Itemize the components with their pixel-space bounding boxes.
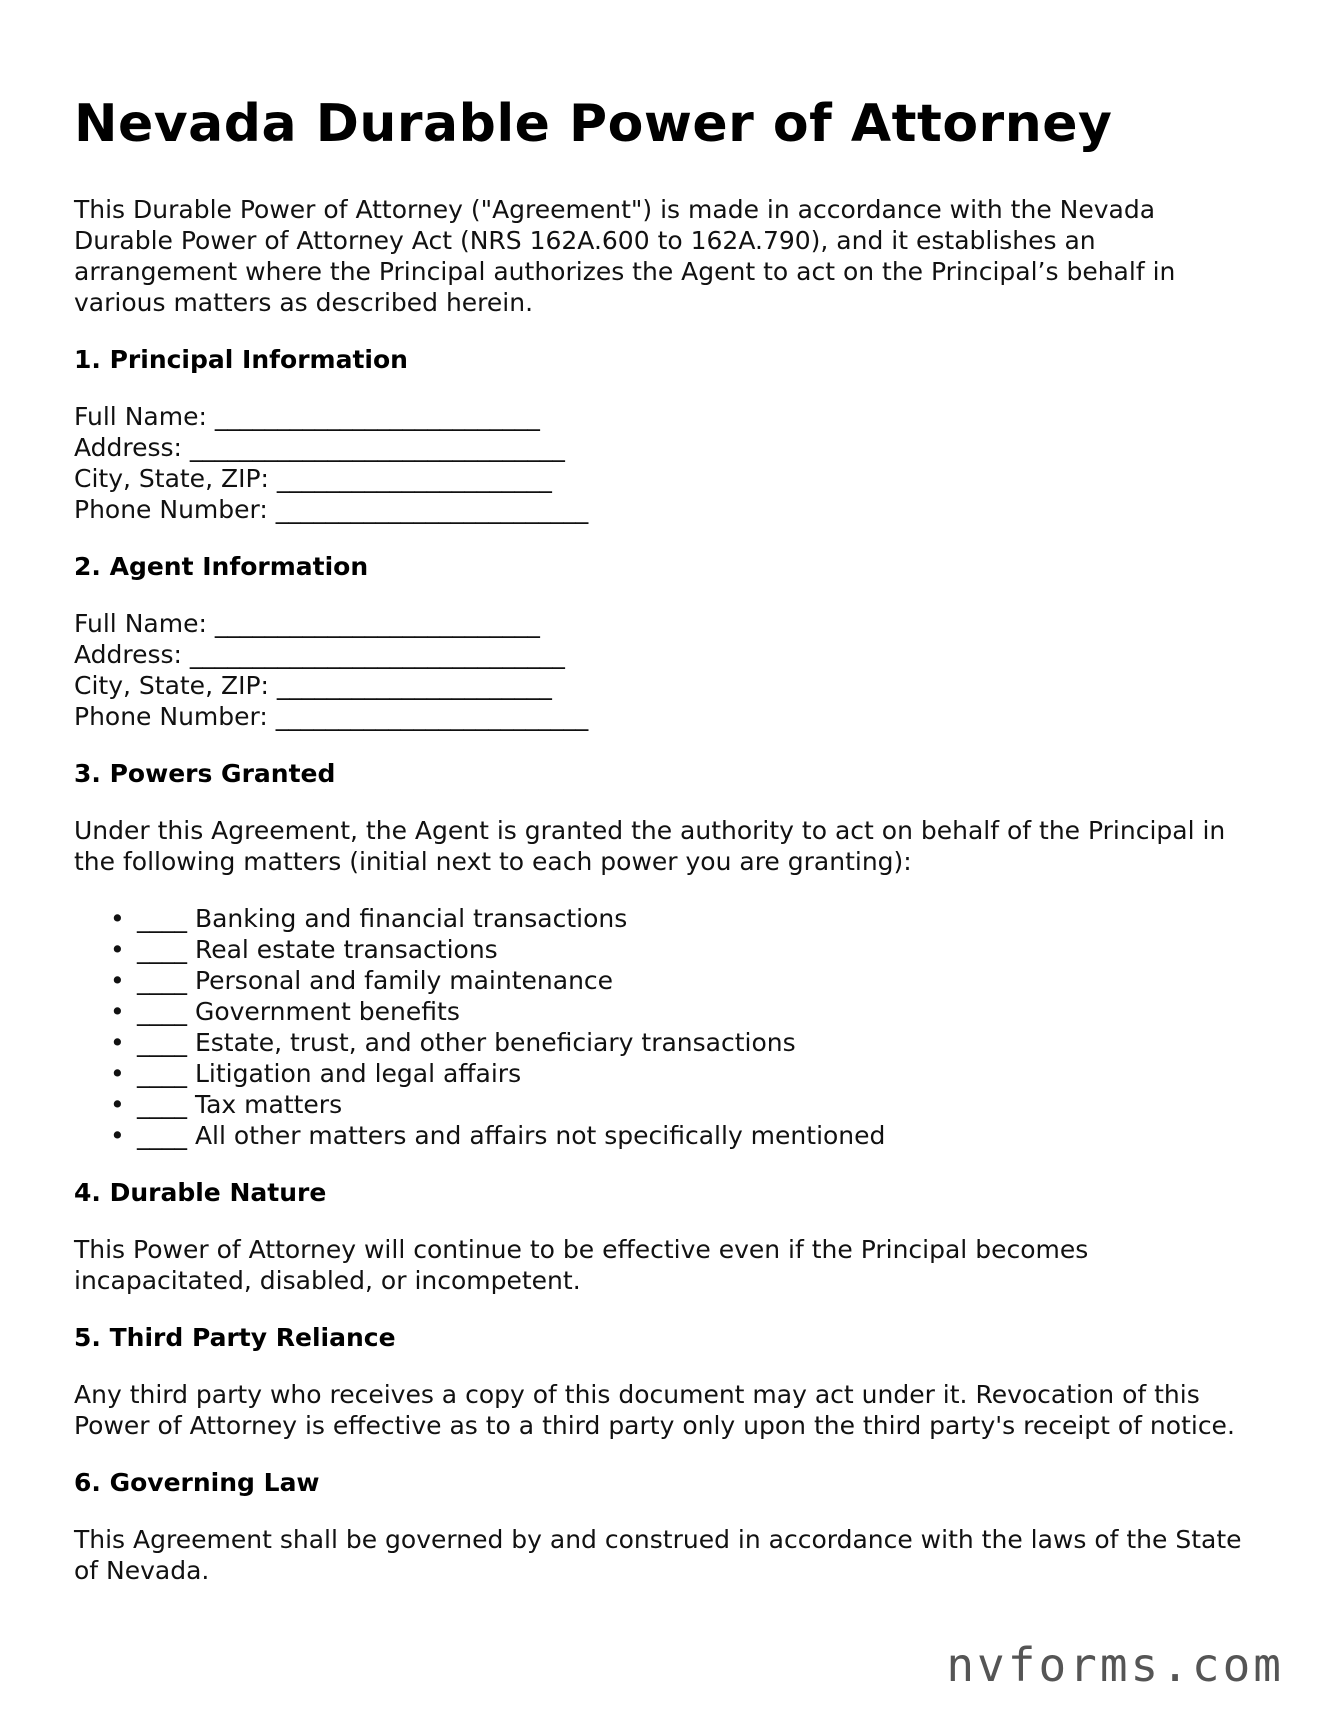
powers-intro: Under this Agreement, the Agent is granted the authority to act on behalf of the Principal in the following matters (initial next to each power you are granting): — [74, 816, 1226, 876]
watermark: nvforms.com — [946, 1638, 1284, 1692]
list-item — [74, 1027, 1254, 1058]
bullet-icon: • — [110, 997, 125, 1026]
power-item-label: ____ Banking and financial transactions — [137, 904, 628, 933]
governing-law-heading: 6. Governing Law — [74, 1468, 320, 1497]
list-item — [74, 934, 1254, 965]
durable-section — [74, 1177, 1254, 1296]
power-item-label: ____ All other matters and affairs not specifically mentioned — [137, 1121, 886, 1150]
agent-heading: 2. Agent Information — [74, 552, 369, 581]
principal-fields — [74, 401, 1254, 525]
third-party-section — [74, 1322, 1254, 1441]
power-item-label: ____ Tax matters — [137, 1090, 343, 1119]
document-title: Nevada Durable Power of Attorney — [74, 94, 1113, 154]
agent-city-state-zip-field: City, State, ZIP: ______________________ — [74, 671, 552, 700]
third-party-body: Any third party who receives a copy of this document may act under it. Revocation of this Power of Attorney is effective as to a third party only upon the third party's receipt of notice. — [74, 1380, 1235, 1440]
list-item — [74, 1089, 1254, 1120]
durable-body: This Power of Attorney will continue to be effective even if the Principal becomes incapacitated, disabled, or incompetent. — [74, 1235, 1089, 1295]
bullet-icon: • — [110, 935, 125, 964]
powers-list — [74, 903, 1254, 1151]
list-item — [74, 965, 1254, 996]
durable-heading: 4. Durable Nature — [74, 1178, 327, 1207]
agent-phone-field: Phone Number: _________________________ — [74, 702, 589, 731]
powers-heading: 3. Powers Granted — [74, 759, 336, 788]
third-party-heading: 5. Third Party Reliance — [74, 1323, 396, 1352]
powers-section — [74, 758, 1254, 1151]
agent-full-name-field: Full Name: __________________________ — [74, 609, 540, 638]
list-item — [74, 1058, 1254, 1089]
list-item — [74, 996, 1254, 1027]
document-page — [74, 92, 1254, 1586]
power-item-label: ____ Government benefits — [137, 997, 460, 1026]
principal-section — [74, 344, 1254, 525]
agent-address-field: Address: ______________________________ — [74, 640, 565, 669]
agent-section — [74, 551, 1254, 732]
principal-full-name-field: Full Name: __________________________ — [74, 402, 540, 431]
agent-fields — [74, 608, 1254, 732]
power-item-label: ____ Real estate transactions — [137, 935, 498, 964]
bullet-icon: • — [110, 1121, 125, 1150]
bullet-icon: • — [110, 904, 125, 933]
power-item-label: ____ Personal and family maintenance — [137, 966, 614, 995]
bullet-icon: • — [110, 1059, 125, 1088]
power-item-label: ____ Estate, trust, and other beneficiary transactions — [137, 1028, 796, 1057]
governing-law-section — [74, 1467, 1254, 1586]
principal-address-field: Address: ______________________________ — [74, 433, 565, 462]
list-item — [74, 1120, 1254, 1151]
power-item-label: ____ Litigation and legal affairs — [137, 1059, 522, 1088]
principal-phone-field: Phone Number: _________________________ — [74, 495, 589, 524]
intro-paragraph: This Durable Power of Attorney ("Agreement") is made in accordance with the Nevada Durable Power of Attorney Act (NRS 162A.600 to 162A.790), and it establishes an arrangement where the Principal authorizes the Agent to act on the Principal’s behalf in various matters as described herein. — [74, 195, 1176, 317]
bullet-icon: • — [110, 1090, 125, 1119]
bullet-icon: • — [110, 1028, 125, 1057]
governing-law-body: This Agreement shall be governed by and construed in accordance with the laws of the State of Nevada. — [74, 1525, 1242, 1585]
list-item — [74, 903, 1254, 934]
principal-heading: 1. Principal Information — [74, 345, 408, 374]
principal-city-state-zip-field: City, State, ZIP: ______________________ — [74, 464, 552, 493]
bullet-icon: • — [110, 966, 125, 995]
